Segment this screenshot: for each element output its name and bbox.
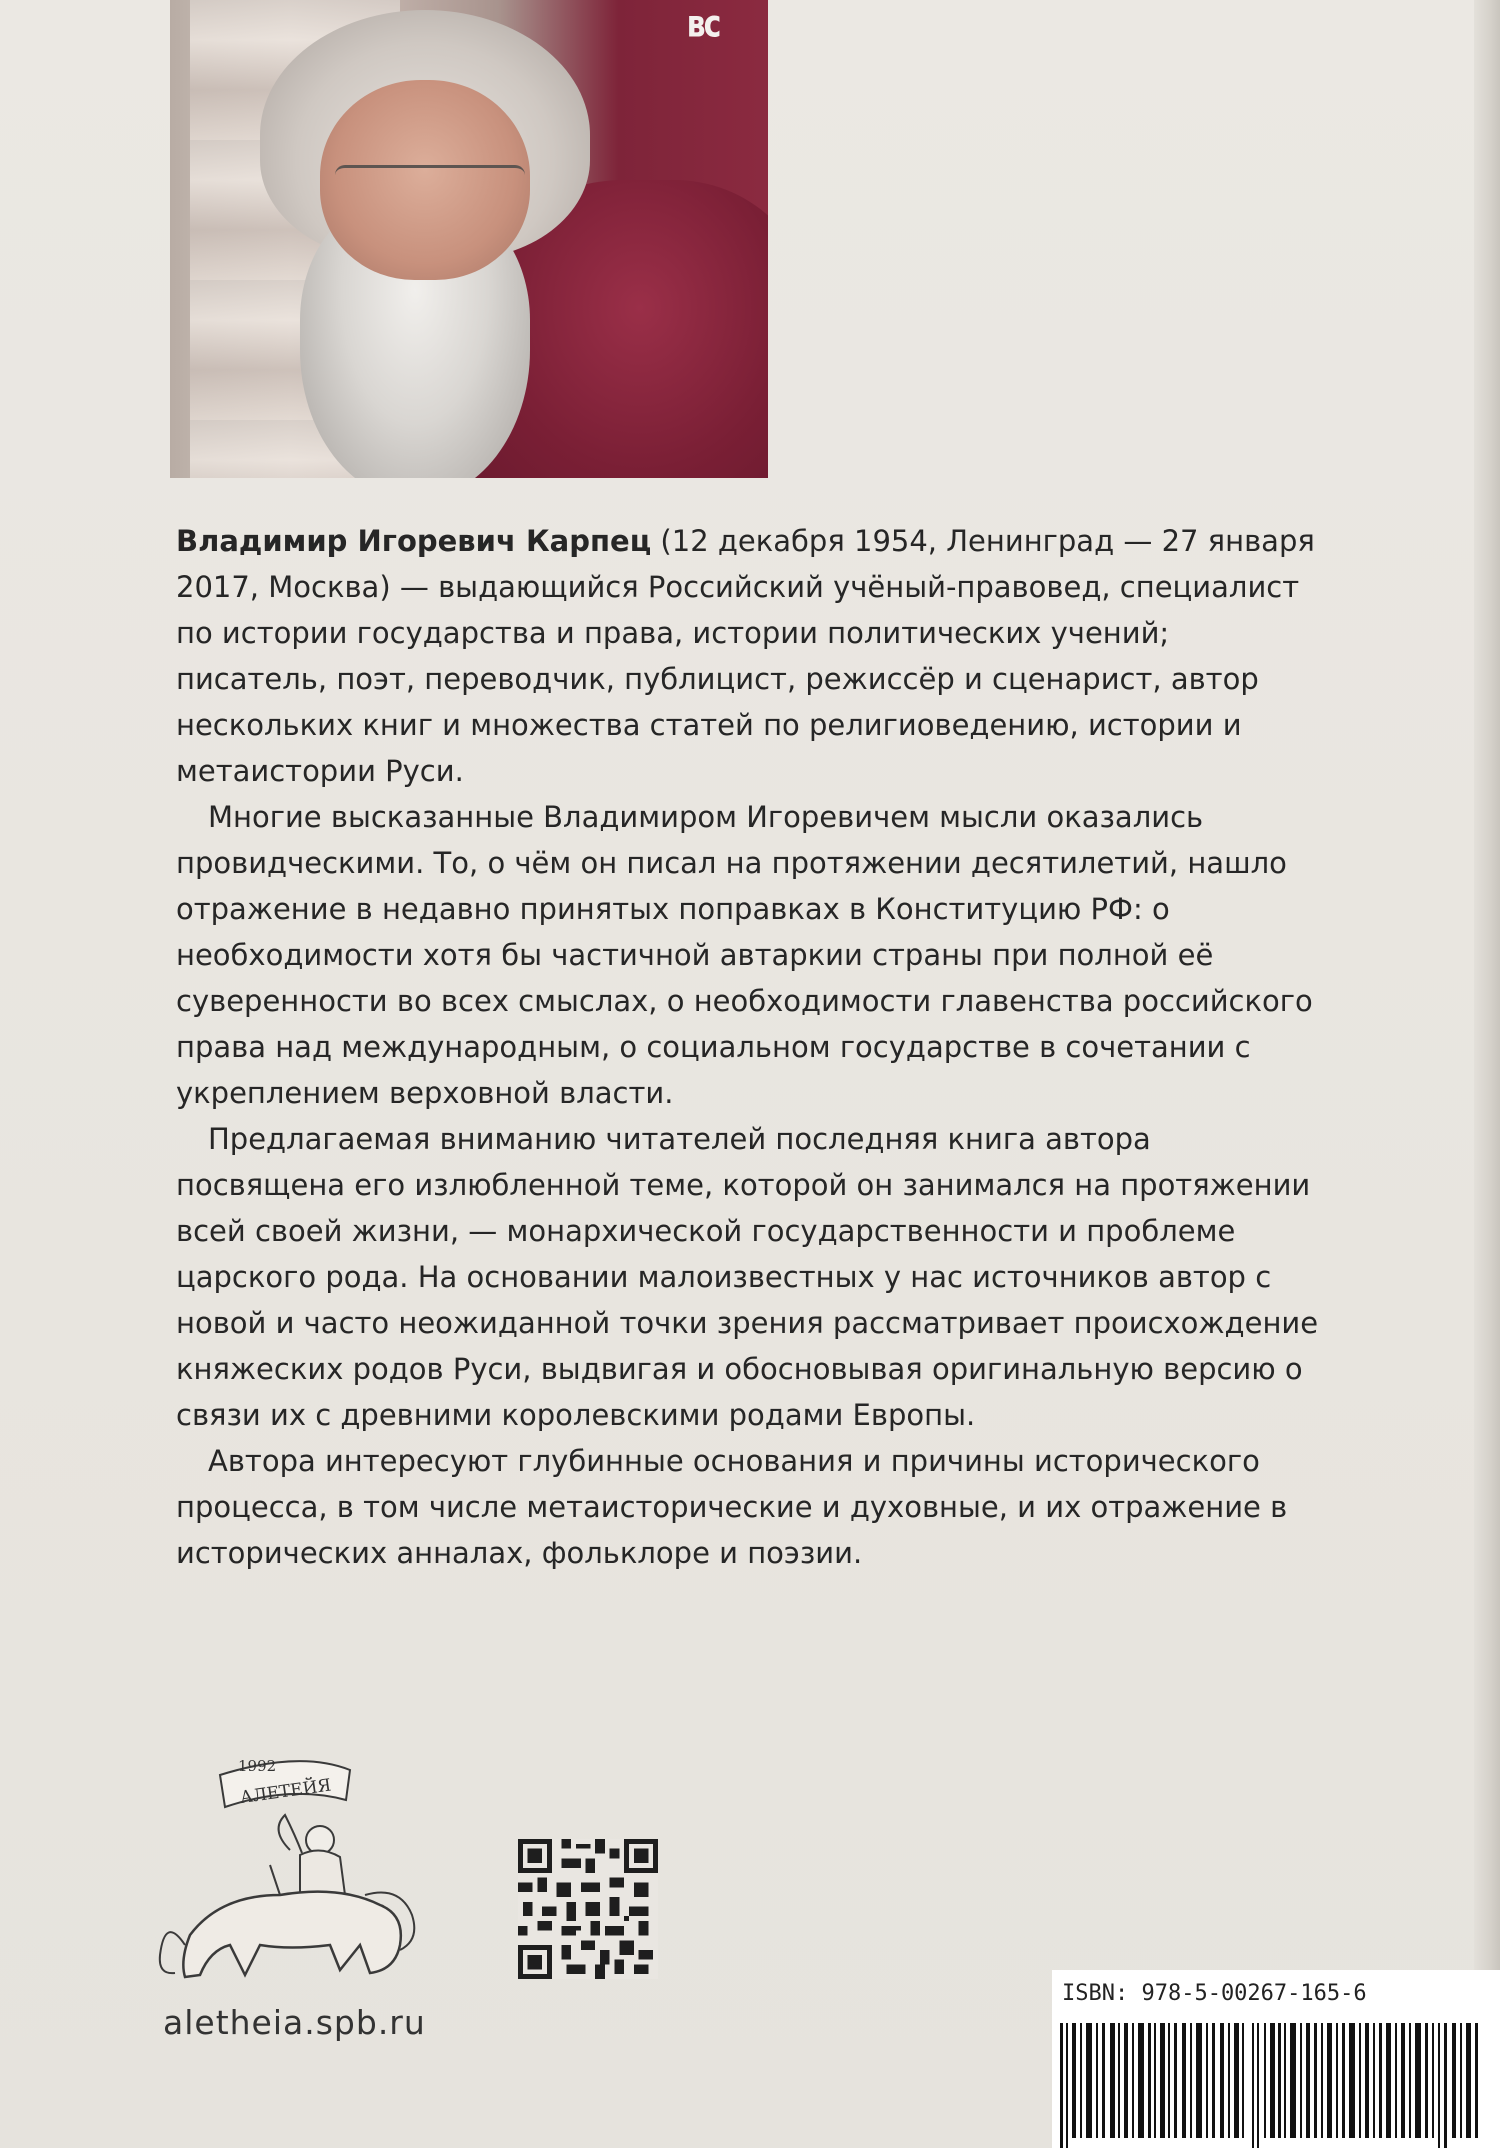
bio-paragraph-3: Предлагаемая вниманию читателей последняя книга автора посвящена его излюбленной теме, которой он занимался на протяжении всей своей жизни, — монархической государственности и проблеме царского рода. На основании малоизвестных у нас источников автор с новой и часто неожиданной точки зрения рассматривает происхождение княжеских родов Руси, выдвигая и обосновывая оригинальную версию о связи их с древними королевскими родами Европы. (176, 1122, 1319, 1432)
photo-corner-mark: вс (686, 2, 720, 47)
photo-glasses (335, 165, 525, 198)
author-bio (176, 518, 1326, 1576)
barcode (1056, 2023, 1486, 2148)
isbn-text: ISBN: 978-5-00267-165-6 (1062, 1981, 1367, 2006)
bio-paragraph-2: Многие высказанные Владимиром Игоревичем мысли оказались провидческими. То, о чём он писал на протяжении десятилетий, нашло отражение в недавно принятых поправках в Конституцию РФ: о необходимости хотя бы частичной автаркии страны при полной её суверенности во всех смыслах, о необходимости главенства российского права над международным, о социальном государстве в сочетании с укреплением верховной власти. (176, 800, 1313, 1110)
logo-name: АЛЕТЕЙЯ (238, 1775, 333, 1809)
qr-code (518, 1839, 658, 1979)
bio-paragraph-4: Автора интересуют глубинные основания и причины исторического процесса, в том числе метаисторические и духовные, и их отражение в исторических анналах, фольклоре и поэзии. (176, 1444, 1288, 1570)
author-name: Владимир Игоревич Карпец (176, 524, 652, 558)
bio-paragraph-1-text: (12 декабря 1954, Ленинград — 27 января 2017, Москва) — выдающийся Российский учёный-правовед, специалист по истории государства и права, истории политических учений; писатель, поэт, переводчик, публицист, режиссёр и сценарист, автор нескольких книг и множества статей по религиоведению, истории и метаистории Руси. (176, 524, 1315, 788)
author-photo (170, 0, 768, 478)
logo-year: 1992 (238, 1757, 277, 1775)
publisher-logo (150, 1745, 450, 1995)
bio-paragraph-1 (176, 518, 1326, 794)
cover-edge-shadow (1474, 0, 1500, 2148)
publisher-website[interactable]: aletheia.spb.ru (163, 2003, 426, 2042)
